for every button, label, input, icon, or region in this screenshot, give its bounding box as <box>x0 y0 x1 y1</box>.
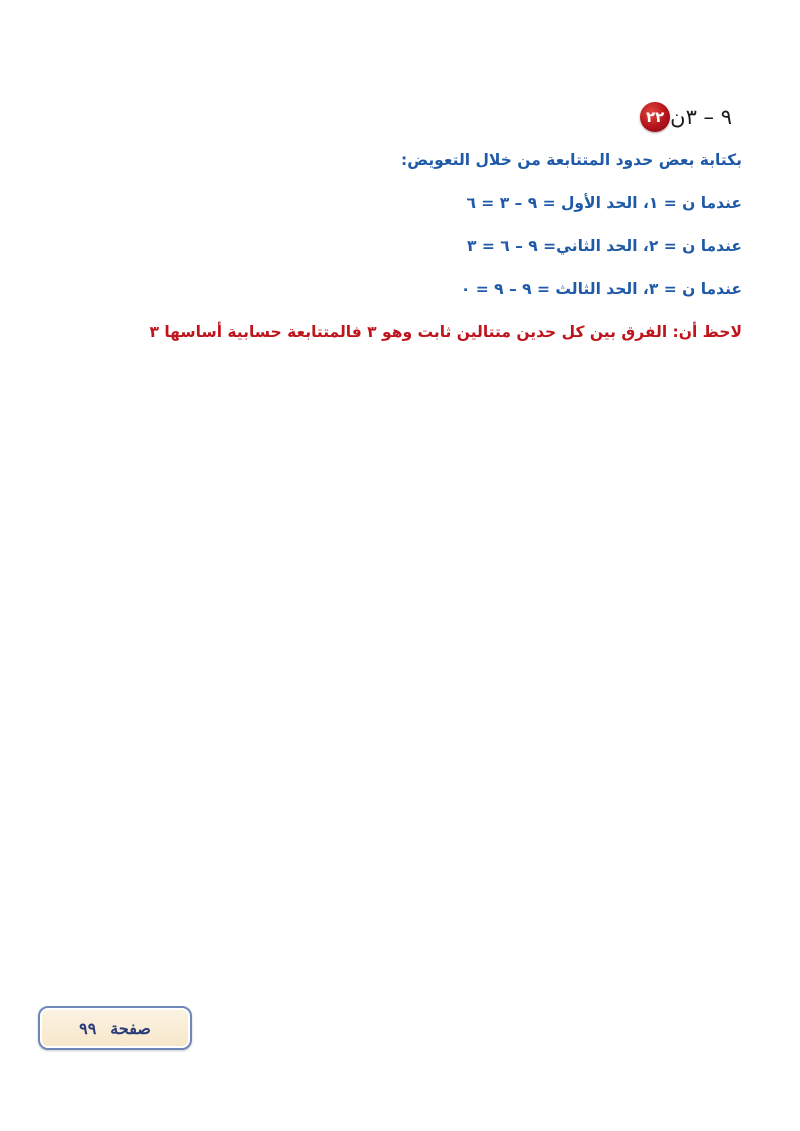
problem-header <box>630 100 742 134</box>
page-number-tab <box>38 1006 192 1050</box>
term-2-line: عندما ن = ٢، الحد الثاني= ٩ – ٦ = ٣ <box>466 237 742 255</box>
solution-content <box>142 150 742 365</box>
problem-expression: ٩ – ٣ن <box>670 105 732 129</box>
intro-line: بكتابة بعض حدود المتتابعة من خلال التعويض: <box>401 151 742 169</box>
problem-number-badge: ٢٢ <box>640 102 670 132</box>
note-line: لاحظ أن: الفرق بين كل حدين متتالين ثابت وهو ٣ فالمتتابعة حسابية أساسها ٣ <box>149 323 742 341</box>
term-1-line: عندما ن = ١، الحد الأول = ٩ – ٣ = ٦ <box>466 194 742 212</box>
page-number: ٩٩ <box>79 1018 97 1038</box>
page-label: صفحة <box>110 1018 151 1038</box>
term-3-line: عندما ن = ٣، الحد الثالث = ٩ – ٩ = ٠ <box>460 280 742 298</box>
